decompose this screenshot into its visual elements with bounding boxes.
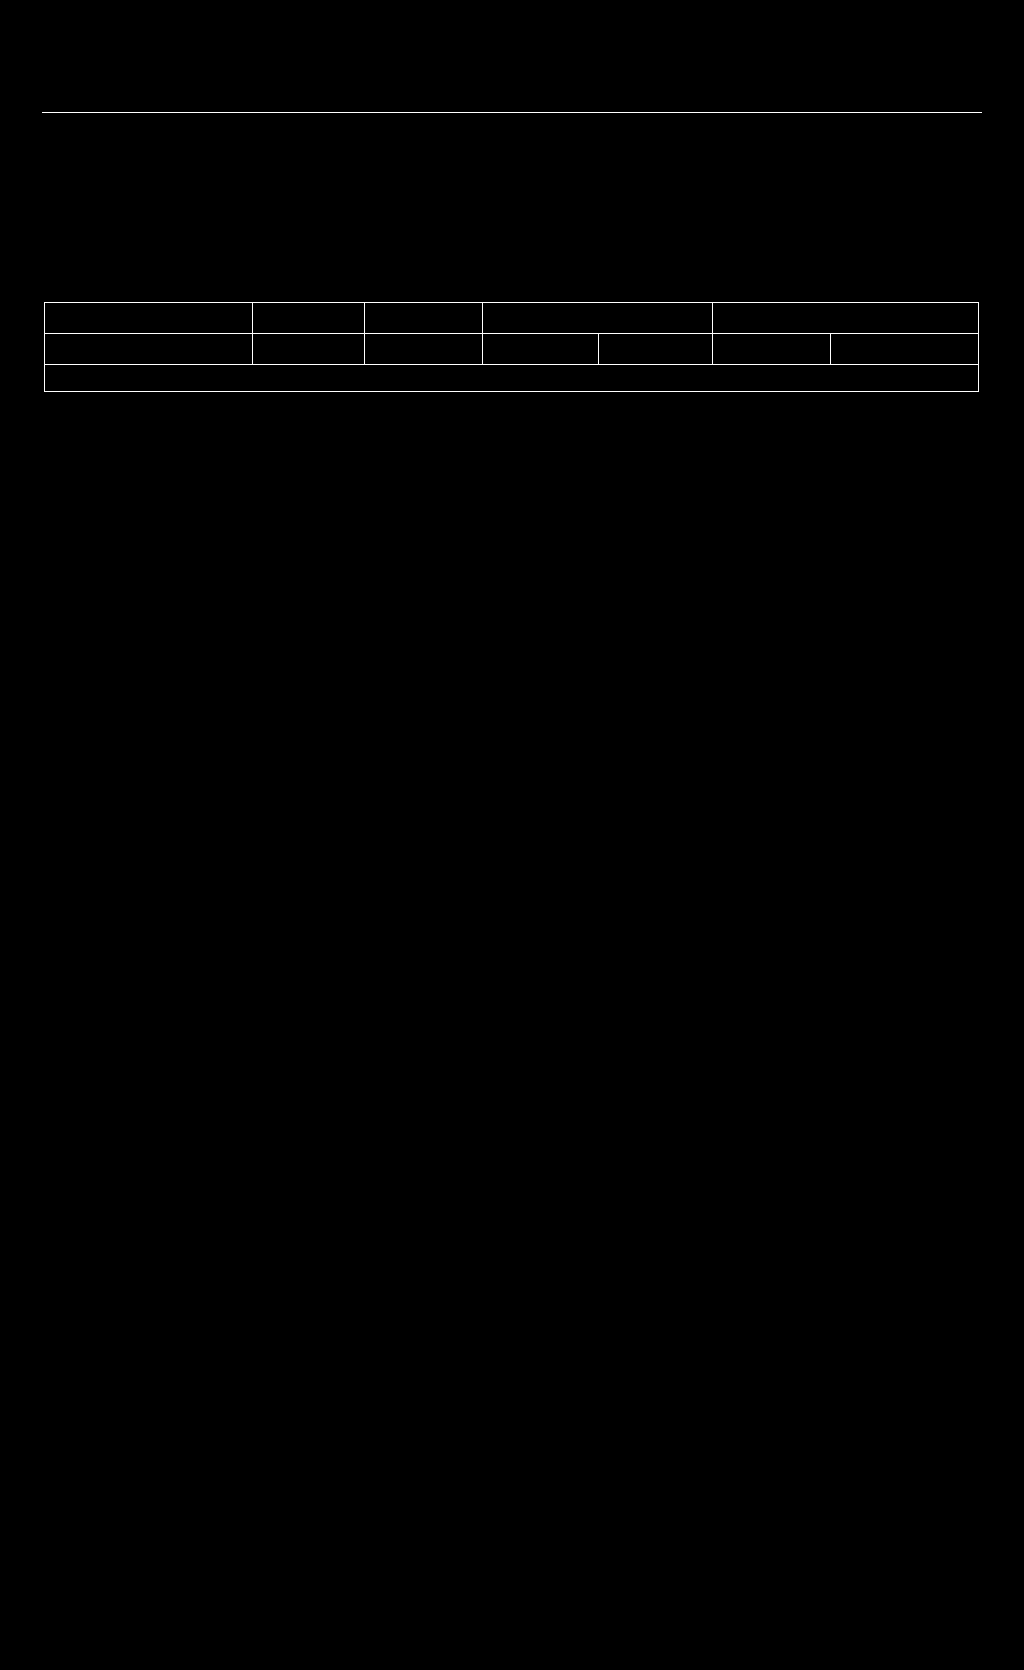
header-so <box>365 303 483 334</box>
section-heading-s1 <box>45 365 979 392</box>
header-moisture-vv <box>599 334 713 365</box>
header-moisture <box>483 303 713 334</box>
header-moisture-mm <box>483 334 599 365</box>
header-ph <box>713 303 979 334</box>
data-table <box>44 302 979 392</box>
header-so-unit <box>365 334 483 365</box>
header-ph-h2o <box>713 334 831 365</box>
running-header <box>42 64 982 113</box>
header-kind-pl <box>45 303 253 334</box>
header-depth-en <box>253 334 365 365</box>
header-depth-pl <box>253 303 365 334</box>
header-ph-kcl <box>831 334 979 365</box>
header-kind-en <box>45 334 253 365</box>
section-row <box>45 365 979 392</box>
